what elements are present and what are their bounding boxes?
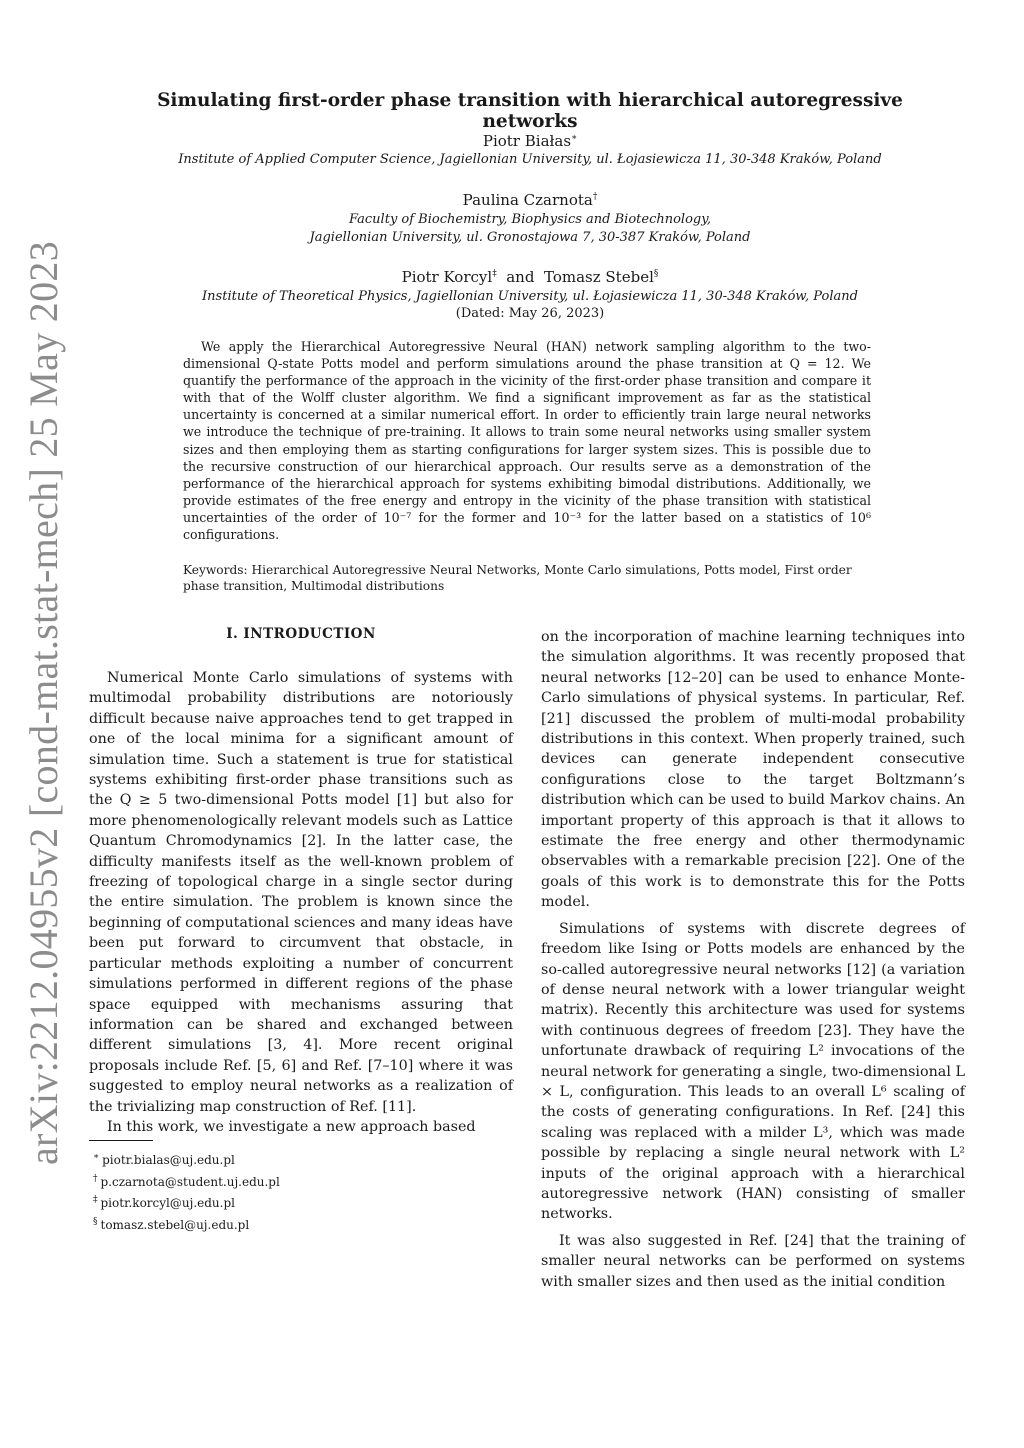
paragraph: In this work, we investigate a new approach based [107,1118,476,1135]
paragraph: Simulations of systems with discrete degrees of freedom like Ising or Potts models are enhanced by the so-called autoregressive neural networks [12] (a variation of dense neural network with a lower triangular weight matrix). Recently this architecture was used for systems with continuous degrees of freedom [23]. They have the unfortunate drawback of requiring L² invocations of the neural network for generating a single, two-dimensional L × L, configuration. This leads to an overall L⁶ scaling of the costs of generating configurations. In Ref. [24] this scaling was replaced with a milder L³, which was made possible by replacing a single neural network with L² inputs of the original approach with a hierarchical autoregressive network (HAN) consisting of smaller networks. [541,920,965,1223]
footnote-email[interactable]: piotr.korcyl@uj.edu.pl [100,1196,235,1211]
footnote-item [89,1213,513,1235]
keywords: Keywords: Hierarchical Autoregressive Neural Networks, Monte Carlo simulations, Potts model, First order phase transition, Multimodal distributions [183,563,852,593]
right-column [541,627,965,1292]
author-footnote-mark: † [592,192,598,202]
author-name [110,132,950,150]
footnote-mark: † [93,1173,98,1184]
footnote-mark: ∗ [93,1152,100,1162]
abstract: We apply the Hierarchical Autoregressive Neural (HAN) network sampling algorithm to the two-dimensional Q-state Potts model and perform simulations around the phase transition at Q = 12. We quantify the performance of the approach in the vicinity of the first-order phase transition and compare it with that of the Wolff cluster algorithm. We find a significant improvement as far as the statistical uncertainty is concerned at a similar numerical effort. In order to efficiently train large neural networks we introduce the technique of pre-training. It allows to train some neural networks using smaller system sizes and then employing them as starting configurations for larger system sizes. This is possible due to the recursive construction of our hierarchical approach. Our results serve as a demonstration of the performance of the hierarchical approach for systems exhibiting bimodal distributions. Additionally, we provide estimates of the free energy and entropy in the vicinity of the phase transition with statistical uncertainties of the order of 10⁻⁷ for the former and 10⁻³ for the latter based on a statistics of 10⁶ configurations. [183,339,871,543]
author-names [110,268,950,286]
paragraph: It was also suggested in Ref. [24] that the training of smaller neural networks can be performed on systems with smaller sizes and then used as the initial condition [541,1232,965,1290]
footnote-divider [89,1140,153,1141]
author-name-text: Piotr Korcyl [401,268,493,286]
footnote-item [89,1148,513,1170]
section-heading: I. INTRODUCTION [226,626,376,642]
author-name-text: Tomasz Stebel [544,268,654,286]
author-name-text: Piotr Białas [482,132,572,150]
paragraph: Numerical Monte Carlo simulations of systems with multimodal probability distributions are notoriously difficult because naive approaches tend to get trapped in one of the local minima for a significant amount of simulation time. Such a statement is true for statistical systems exhibiting first-order phase transitions such as the Q ≥ 5 two-dimensional Potts model [1] but also for more phenomenologically relevant models such as Lattice Quantum Chromodynamics [2]. In the latter case, the difficulty manifests itself as the well-known problem of freezing of topological charge in a single sector during the entire simulation. The problem is known since the beginning of computational sciences and many ideas have been put forward to circumvent that obstacle, in particular methods exploiting a number of concurrent simulations performed in different regions of the phase space equipped with mechanisms assuring that information can be shared and exchanged between different simulations [3, 4]. More recent original proposals include Ref. [5, 6] and Ref. [7–10] where it was suggested to employ neural networks as a realization of the trivializing map construction of Ref. [11]. [89,670,513,1115]
arxiv-identifier: arXiv:2212.04955v2 [cond-mat.stat-mech] 25 May 2023 [21,241,66,1165]
author-conjunction: and [506,268,535,286]
paper-title: Simulating first-order phase transition with hierarchical autoregressive networks [157,90,903,132]
footnote-email[interactable]: p.czarnota@student.uj.edu.pl [100,1174,280,1189]
author-affiliation: Institute of Theoretical Physics, Jagiellonian University, ul. Łojasiewicza 11, 30-348 Kraków, Poland [202,289,858,304]
author-name-text: Paulina Czarnota [462,191,593,209]
author-name [110,191,950,209]
left-column [89,668,513,1137]
footnote-email[interactable]: piotr.bialas@uj.edu.pl [102,1153,235,1167]
footnotes [89,1148,513,1234]
date-line: (Dated: May 26, 2023) [455,306,605,321]
author-footnote-mark: ‡ [492,269,497,279]
author-footnote-mark: § [653,269,659,279]
footnote-email[interactable]: tomasz.stebel@uj.edu.pl [100,1217,250,1232]
author-affiliation: Jagiellonian University, ul. Gronostajowa 7, 30-387 Kraków, Poland [309,230,751,245]
footnote-mark: ‡ [93,1195,98,1206]
footnote-item [89,1191,513,1213]
paragraph: on the incorporation of machine learning techniques into the simulation algorithms. It was recently proposed that neural networks [12–20] can be used to enhance Monte-Carlo simulations of physical systems. In particular, Ref. [21] discussed the problem of multi-modal probability distributions in this context. When properly trained, such devices can generate independent consecutive configurations close to the target Boltzmann’s distribution which can be used to build Markov chains. An important property of this approach is that it allows to estimate the free energy and other thermodynamic observables with a remarkable precision [22]. One of the goals of this work is to demonstrate this for the Potts model. [541,629,965,911]
author-footnote-mark: ∗ [571,133,578,143]
footnote-mark: § [93,1216,98,1227]
author-affiliation: Institute of Applied Computer Science, Jagiellonian University, ul. Łojasiewicza 11, 30-348 Kraków, Poland [178,152,882,167]
author-affiliation: Faculty of Biochemistry, Biophysics and Biotechnology, [349,212,711,227]
footnote-item [89,1170,513,1192]
